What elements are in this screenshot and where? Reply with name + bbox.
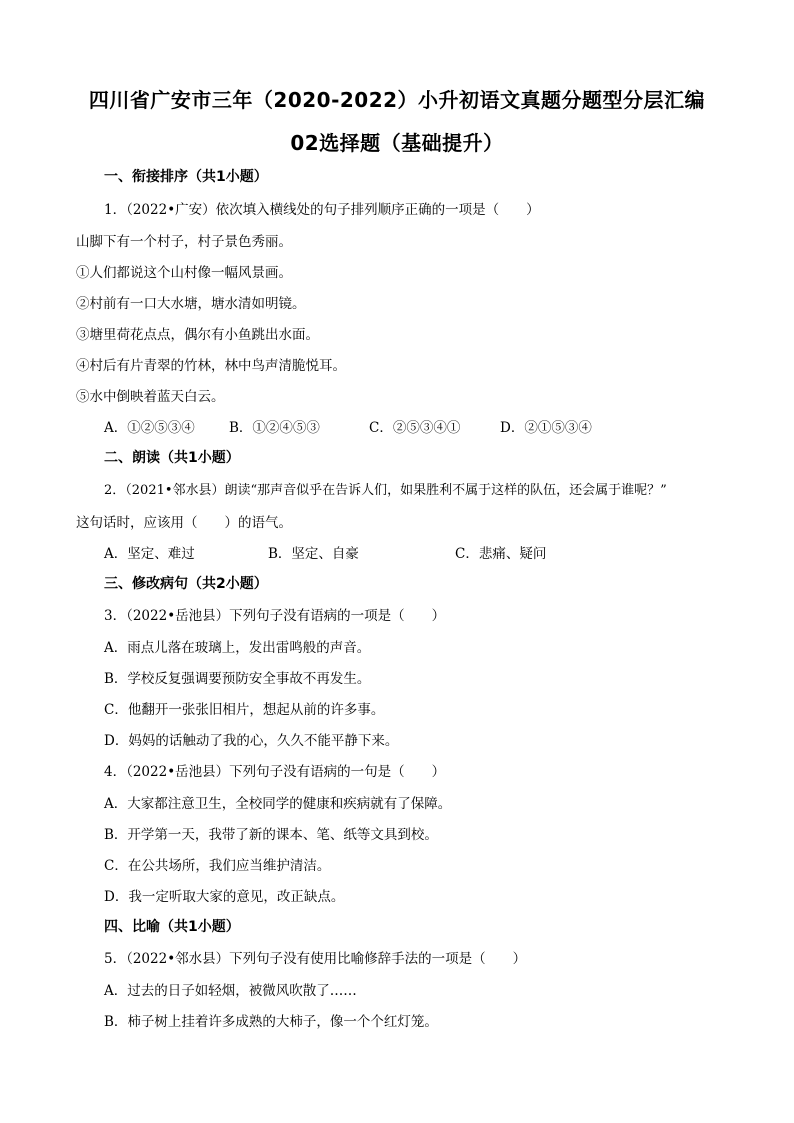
question-1-option-d: D．②①⑤③④ (500, 420, 592, 436)
question-1-line: 山脚下有一个村子，村子景色秀丽。 (76, 234, 292, 250)
question-2-stem-continued: 这句话时，应该用（ ）的语气。 (76, 515, 292, 531)
question-3-stem: 3．（2022•岳池县）下列句子没有语病的一项是（ ） (104, 608, 446, 624)
section-heading-4: 四、比喻（共1小题） (104, 919, 240, 935)
question-3-option-a: A．雨点儿落在玻璃上，发出雷鸣般的声音。 (104, 640, 371, 656)
question-1-option-a: A．①②⑤③④ (104, 420, 195, 436)
section-heading-3: 三、修改病句（共2小题） (104, 576, 268, 592)
question-1-option-c: C．②⑤③④① (369, 420, 461, 436)
question-5-option-b: B．柿子树上挂着许多成熟的大柿子，像一个个红灯笼。 (104, 1014, 438, 1030)
question-1-line: ①人们都说这个山村像一幅风景画。 (76, 265, 292, 281)
question-2-stem: 2．（2021•邻水县）朗读“那声音似乎在告诉人们，如果胜利不属于这样的队伍，还会属于谁呢？” (104, 483, 667, 498)
question-2-option-c: C．悲痛、疑问 (455, 546, 547, 562)
question-4-option-a: A．大家都注意卫生，全校同学的健康和疾病就有了保障。 (104, 796, 452, 812)
document-title-line-2: 02选择题（基础提升） (290, 131, 504, 155)
question-1-line: ②村前有一口大水塘，塘水清如明镜。 (76, 296, 306, 312)
question-1-line: ⑤水中倒映着蓝天白云。 (76, 389, 225, 405)
question-5-stem: 5．（2022•邻水县）下列句子没有使用比喻修辞手法的一项是（ ） (104, 951, 527, 967)
question-3-option-c: C．他翻开一张张旧相片，想起从前的许多事。 (104, 702, 385, 718)
document-title-line-1: 四川省广安市三年（2020-2022）小升初语文真题分题型分层汇编 (88, 88, 706, 112)
question-2-option-b: B．坚定、自豪 (268, 546, 359, 562)
question-4-option-c: C．在公共场所，我们应当维护清洁。 (104, 858, 331, 874)
question-1-line: ③塘里荷花点点，偶尔有小鱼跳出水面。 (76, 327, 319, 343)
question-1-line: ④村后有片青翠的竹林，林中鸟声清脆悦耳。 (76, 358, 346, 374)
question-1-stem: 1．（2022•广安）依次填入横线处的句子排列顺序正确的一项是（ ） (104, 202, 540, 218)
question-2-option-a: A．坚定、难过 (104, 546, 195, 562)
section-heading-1: 一、衔接排序（共1小题） (104, 169, 268, 185)
question-1-option-b: B．①②④⑤③ (229, 420, 320, 436)
question-3-option-d: D．妈妈的话触动了我的心，久久不能平静下来。 (104, 733, 399, 749)
question-5-option-a: A．过去的日子如轻烟，被微风吹散了…… (104, 983, 357, 999)
question-4-stem: 4．（2022•岳池县）下列句子没有语病的一句是（ ） (104, 764, 446, 780)
question-3-option-b: B．学校反复强调要预防安全事故不再发生。 (104, 671, 371, 687)
section-heading-2: 二、朗读（共1小题） (104, 450, 240, 466)
question-4-option-b: B．开学第一天，我带了新的课本、笔、纸等文具到校。 (104, 827, 438, 843)
question-4-option-d: D．我一定听取大家的意见，改正缺点。 (104, 889, 345, 905)
